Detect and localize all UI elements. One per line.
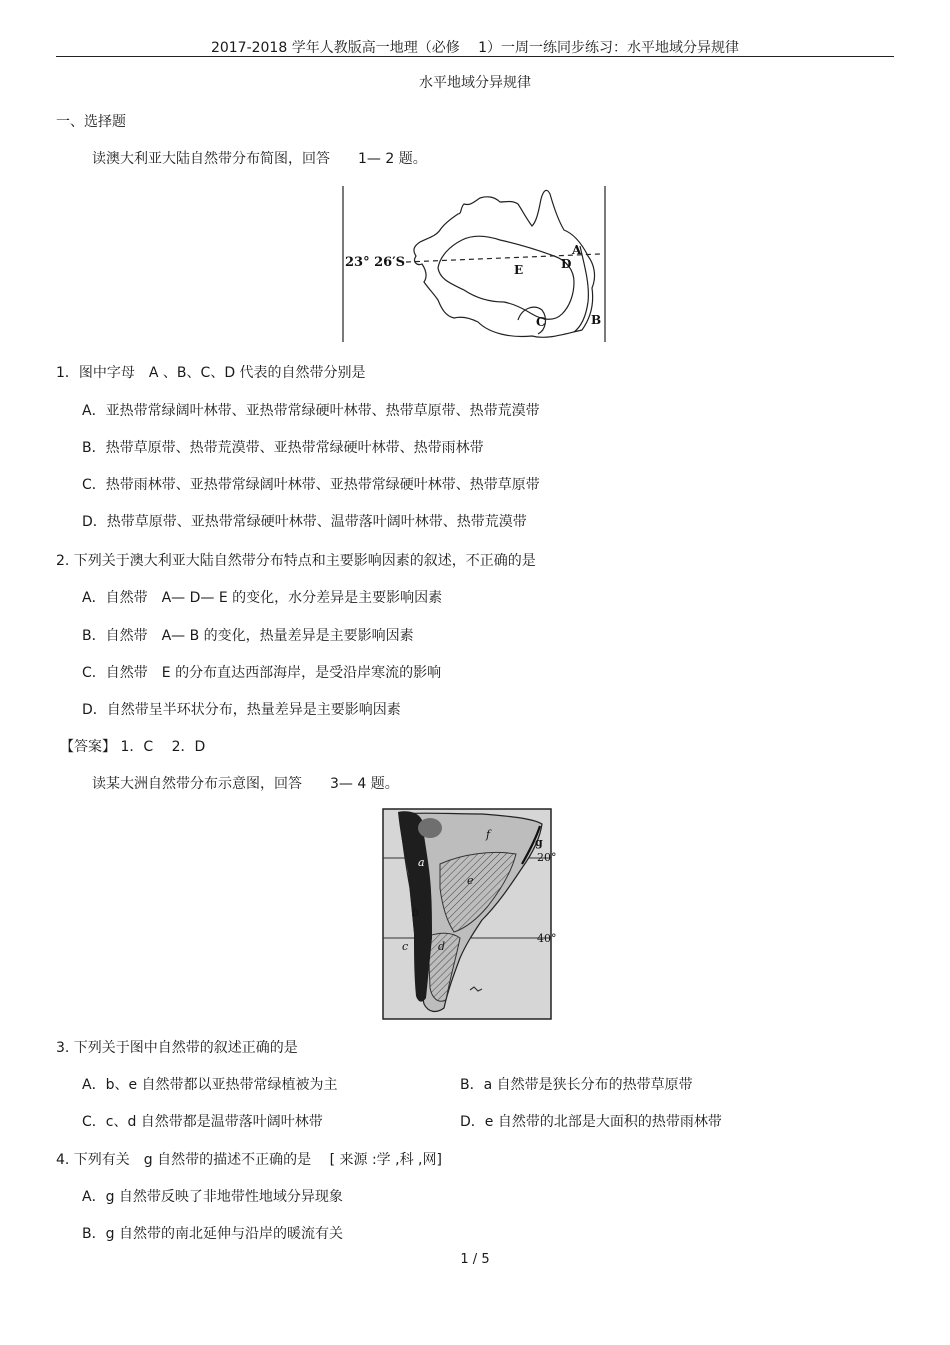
zone-label-a: a bbox=[418, 856, 425, 869]
zone-label-f: f bbox=[486, 828, 491, 841]
q3-option-d: D．e 自然带的北部是大面积的热带雨林带 bbox=[460, 1114, 722, 1130]
q1-option-d: D．热带草原带、亚热带常绿硬叶林带、温带落叶阔叶林带、热带荒漠带 bbox=[82, 514, 527, 530]
zone-label-c: c bbox=[402, 940, 409, 953]
zone-label-e: e bbox=[467, 874, 474, 887]
zone-label-A: A bbox=[572, 243, 582, 257]
south-america-map-figure bbox=[382, 808, 557, 1020]
q1-option-a: A．亚热带常绿阔叶林带、亚热带常绿硬叶林带、热带草原带、热带荒漠带 bbox=[82, 403, 540, 419]
zone-label-b: b bbox=[412, 906, 420, 919]
australia-map-figure bbox=[342, 184, 607, 344]
q4-stem: 4. 下列有关 g 自然带的描述不正确的是 [ 来源 :学 ,科 ,网] bbox=[56, 1152, 442, 1168]
section-heading: 一、选择题 bbox=[56, 114, 126, 130]
page-header: 2017-2018 学年人教版高一地理（必修 1）一周一练同步练习：水平地域分异规律 bbox=[210, 40, 740, 56]
intro-q3-4: 读某大洲自然带分布示意图，回答 3— 4 题。 bbox=[92, 776, 399, 792]
zone-E-boundary bbox=[438, 236, 574, 319]
q3-option-b: B．a 自然带是狭长分布的热带草原带 bbox=[460, 1077, 693, 1093]
zone-label-C: C bbox=[536, 315, 546, 329]
q3-option-c: C．c、d 自然带都是温带落叶阔叶林带 bbox=[82, 1114, 323, 1130]
zone-label-D: D bbox=[561, 257, 572, 271]
zone-label-g: g bbox=[535, 836, 543, 849]
q1-option-b: B．热带草原带、热带荒漠带、亚热带常绿硬叶林带、热带雨林带 bbox=[82, 440, 484, 456]
header-rule bbox=[56, 56, 894, 57]
intro-q1-2: 读澳大利亚大陆自然带分布简图，回答 1— 2 题。 bbox=[92, 151, 427, 167]
q4-option-b: B．g 自然带的南北延伸与沿岸的暖流有关 bbox=[82, 1226, 343, 1242]
q2-stem: 2. 下列关于澳大利亚大陆自然带分布特点和主要影响因素的叙述，不正确的是 bbox=[56, 553, 536, 569]
zone-label-d: d bbox=[438, 940, 446, 953]
q2-option-b: B．自然带 A— B 的变化，热量差异是主要影响因素 bbox=[82, 628, 414, 644]
latitude-label-20: 20° bbox=[537, 851, 557, 864]
zone-B-boundary bbox=[574, 246, 588, 332]
zone-north-dark-patch bbox=[418, 818, 442, 838]
q2-option-d: D．自然带呈半环状分布，热量差异是主要影响因素 bbox=[82, 702, 401, 718]
q3-stem: 3. 下列关于图中自然带的叙述正确的是 bbox=[56, 1040, 298, 1056]
zone-label-E: E bbox=[514, 263, 524, 277]
zone-label-B: B bbox=[591, 313, 602, 327]
q4-option-a: A．g 自然带反映了非地带性地域分异现象 bbox=[82, 1189, 343, 1205]
latitude-label-40: 40° bbox=[537, 932, 557, 945]
latitude-label: 23° 26′S bbox=[345, 255, 406, 270]
page-title: 水平地域分异规律 bbox=[419, 75, 531, 91]
q1-stem: 1．图中字母 A 、B、C、D 代表的自然带分别是 bbox=[56, 365, 366, 381]
q2-option-c: C．自然带 E 的分布直达西部海岸，是受沿岸寒流的影响 bbox=[82, 665, 442, 681]
q3-option-a: A．b、e 自然带都以亚热带常绿植被为主 bbox=[82, 1077, 338, 1093]
page-number: 1 / 5 bbox=[460, 1252, 490, 1267]
q2-option-a: A．自然带 A— D— E 的变化，水分差异是主要影响因素 bbox=[82, 590, 443, 606]
answer-line: 【答案】 1．C 2．D bbox=[60, 739, 206, 755]
q1-option-c: C．热带雨林带、亚热带常绿阔叶林带、亚热带常绿硬叶林带、热带草原带 bbox=[82, 477, 540, 493]
